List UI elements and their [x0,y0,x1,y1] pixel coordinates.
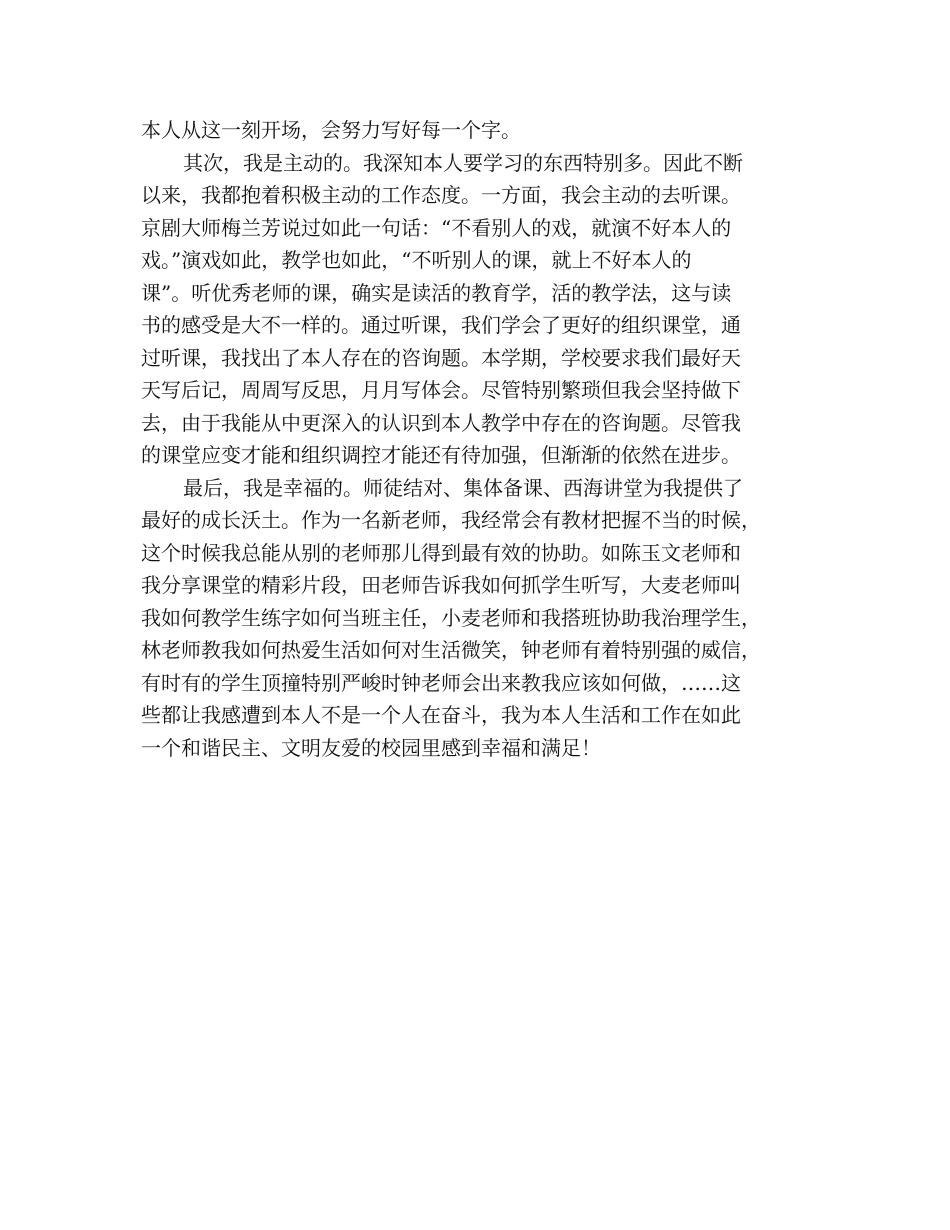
body-text [141,114,826,764]
text-line: 戏。”演戏如此，教学也如此，“不听别人的课，就上不好本人的 [141,248,692,272]
text-line: 林老师教我如何热爱生活如何对生活微笑，钟老师有着特别强的威信， [141,638,761,662]
text-line: 书的感受是大不一样的。通过听课，我们学会了更好的组织课堂，通 [141,313,741,337]
text-line: 本人从这一刻开场，会努力写好每一个字。 [141,118,521,142]
text-line: 的课堂应变才能和组织调控才能还有待加强，但渐渐的依然在进步。 [141,443,741,467]
text-line: 我分享课堂的精彩片段，田老师告诉我如何抓学生听写，大麦老师叫 [141,573,741,597]
text-line: 这个时候我总能从别的老师那儿得到最有效的协助。如陈玉文老师和 [141,540,741,565]
text-line: 以来，我都抱着积极主动的工作态度。一方面，我会主动的去听课。 [141,183,741,207]
text-line: 最好的成长沃土。作为一名新老师，我经常会有教材把握不当的时候， [141,508,761,532]
text-line: 去，由于我能从中更深入的认识到本人教学中存在的咨询题。尽管我 [141,410,741,435]
paragraph-start-line: 最后，我是幸福的。师徒结对、集体备课、西海讲堂为我提供了 [183,475,743,500]
text-line: 有时有的学生顶撞特别严峻时钟老师会出来教我应该如何做，……这 [141,670,741,695]
text-line: 一个和谐民主、文明友爱的校园里感到幸福和满足！ [141,735,601,760]
text-line: 我如何教学生练字如何当班主任，小麦老师和我搭班协助我治理学生， [141,605,761,630]
text-line: 课”。听优秀老师的课，确实是读活的教育学，活的教学法，这与读 [141,280,732,305]
text-line: 京剧大师梅兰芳说过如此一句话：“不看别人的戏，就演不好本人的 [141,215,732,240]
paragraph-start-line: 其次，我是主动的。我深知本人要学习的东西特别多。因此不断 [183,150,743,175]
text-line: 天写后记，周周写反思，月月写体会。尽管特别繁琐但我会坚持做下 [141,378,741,402]
text-line: 过听课，我找出了本人存在的咨询题。本学期，学校要求我们最好天 [141,345,741,370]
text-line: 些都让我感遭到本人不是一个人在奋斗，我为本人生活和工作在如此 [141,703,741,727]
